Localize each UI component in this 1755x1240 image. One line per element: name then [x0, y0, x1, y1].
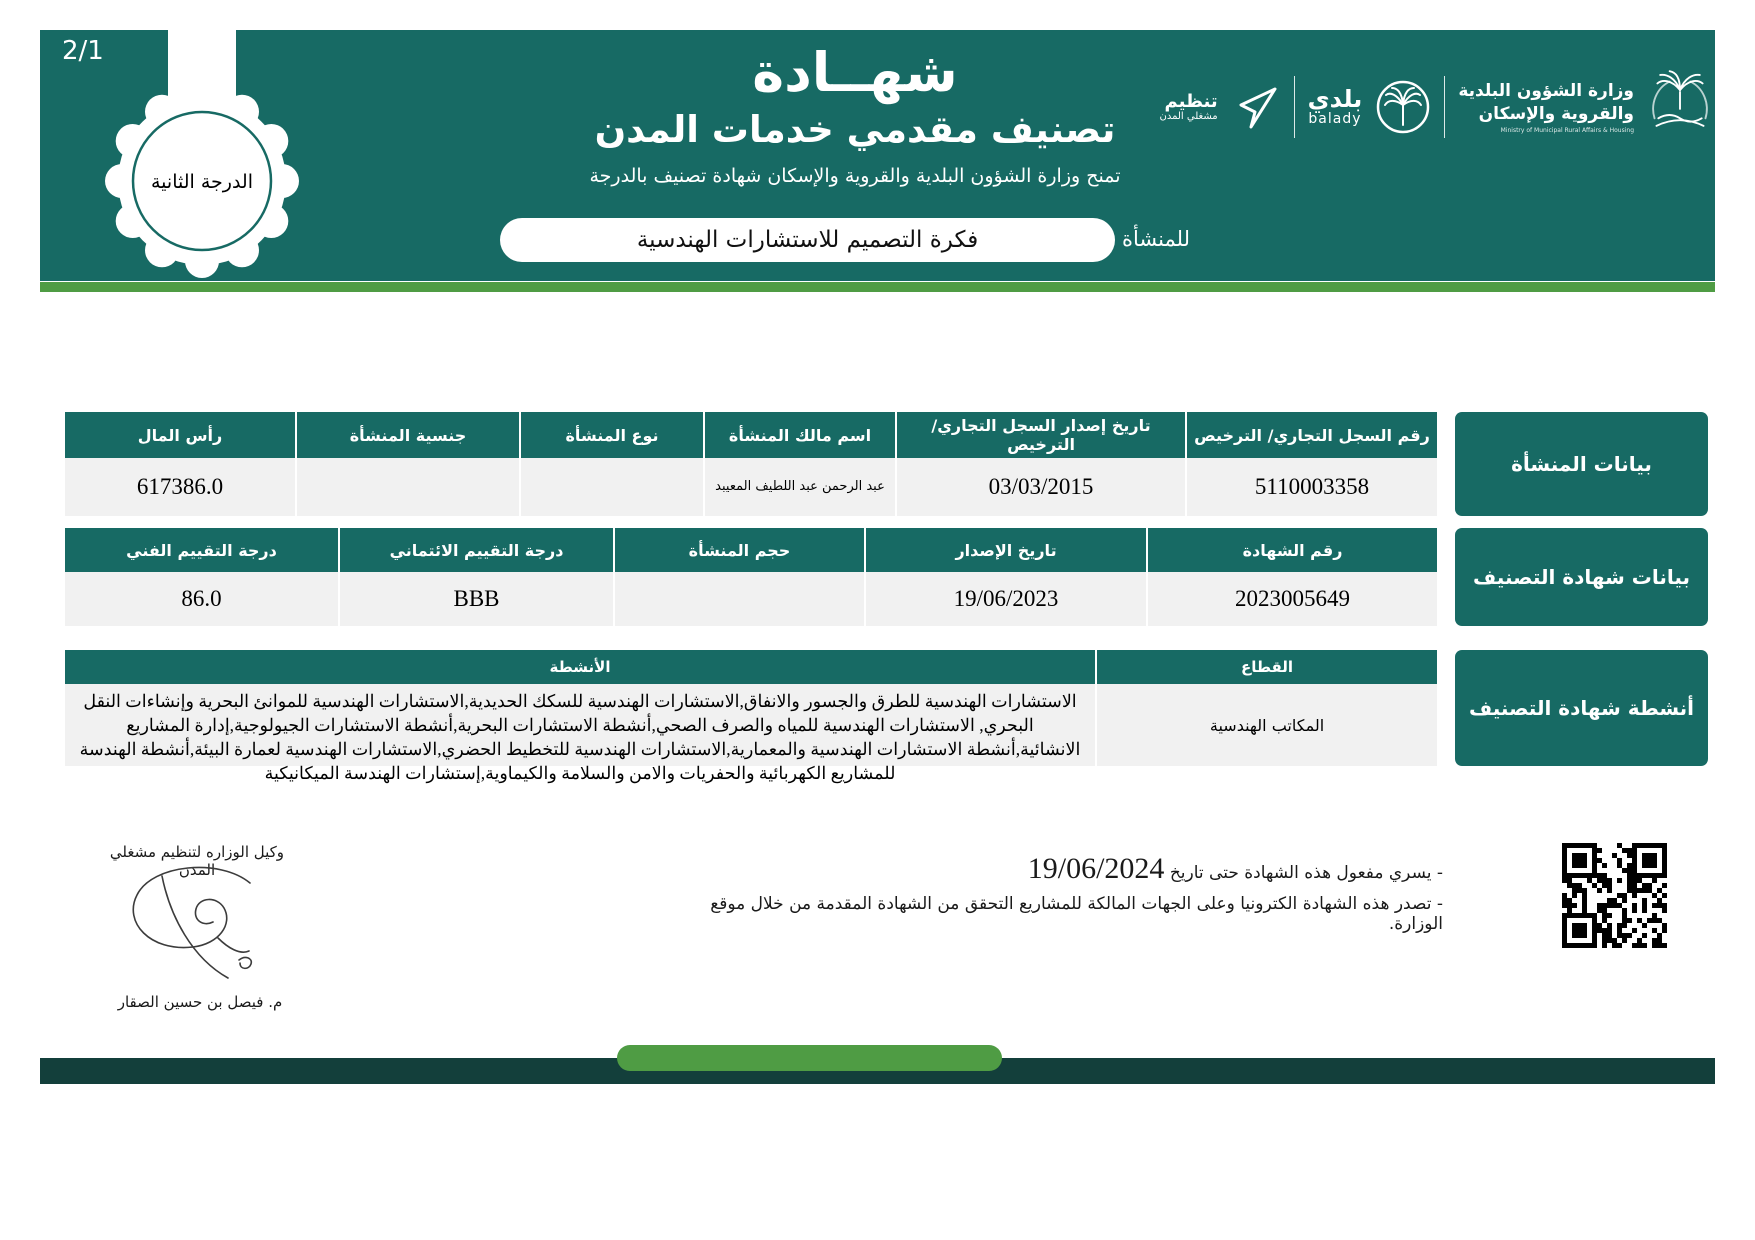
entity-name-field: فكرة التصميم للاستشارات الهندسية: [500, 218, 1115, 262]
certificate-data-table: [65, 528, 1437, 626]
activities-table-header-row: [65, 650, 1437, 684]
section-label-entity-data: بيانات المنشأة: [1455, 412, 1708, 516]
activities-column-header: الأنشطة: [65, 650, 1095, 684]
column-header: نوع المنشأة: [519, 412, 703, 458]
certificate-table-header-row: [65, 528, 1437, 572]
issue-date-value: 19/06/2023: [864, 572, 1146, 626]
entity-type-value: [519, 458, 703, 516]
capital-value: 617386.0: [65, 458, 295, 516]
column-header: درجة التقييم الائتماني: [338, 528, 613, 572]
column-header: جنسية المنشأة: [295, 412, 519, 458]
certificate-title: شهــادة: [752, 41, 958, 104]
certificate-tagline: تمنح وزارة الشؤون البلدية والقروية والإسكان شهادة تصنيف بالدرجة: [589, 165, 1121, 188]
sector-value: المكاتب الهندسية: [1095, 684, 1437, 766]
section-label-certificate-data: بيانات شهادة التصنيف: [1455, 528, 1708, 626]
column-header: رقم السجل التجاري/ الترخيص: [1185, 412, 1437, 458]
validity-date: 19/06/2024: [1027, 852, 1165, 885]
entity-size-value: [613, 572, 864, 626]
column-header: اسم مالك المنشأة: [703, 412, 895, 458]
ministry-emblem-icon: [1647, 69, 1713, 145]
certificate-number-value: 2023005649: [1146, 572, 1437, 626]
validity-text: - يسري مفعول هذه الشهادة حتى تاريخ: [1169, 863, 1443, 883]
balady-wordmark: بلدي balady: [1307, 85, 1363, 127]
entity-name-label: للمنشأة: [1122, 227, 1190, 251]
tanzim-wordmark: تنظيم مشغلي المدن: [1159, 90, 1218, 123]
column-header: رقم الشهادة: [1146, 528, 1437, 572]
entity-table-header-row: [65, 412, 1437, 458]
logo-separator: [1294, 76, 1295, 138]
validity-block: [663, 852, 1443, 934]
logo-separator: [1444, 76, 1445, 138]
badge-seal-icon: [102, 81, 302, 281]
logo-cluster: [1160, 62, 1713, 152]
entity-table-value-row: [65, 458, 1437, 516]
column-header: تاريخ إصدار السجل التجاري/ الترخيص: [895, 412, 1185, 458]
section-label-activities: أنشطة شهادة التصنيف: [1455, 650, 1708, 766]
issuance-note: - تصدر هذه الشهادة الكترونيا وعلى الجهات المالكة للمشاريع التحقق من الشهادة المقدمة من خلال موقع الوزارة.: [710, 894, 1443, 934]
owner-name-value: عبد الرحمن عبد اللطيف المعيبد: [703, 458, 895, 516]
page-number: 2/1: [62, 36, 104, 66]
activities-value: الاستشارات الهندسية للطرق والجسور والانفاق,الاستشارات الهندسية للسكك الحديدية,الاستشارات الهندسية للموانئ البحرية وإنشاءات النقل البحري, الاستشارات الهندسية للمياه والصرف الصحي,أنشطة الاستشارات البحرية,أنشطة الاستشارات الجيولوجية,إدارة المشاريع الانشائية,أنشطة الاستشارات الهندسية والمعمارية,الاستشارات الهندسية للتخطيط الحضري,الاستشارات الهندسية لعمارة البيئة,أنشطة الهندسة للمشاريع الكهربائية والحفريات والامن والسلامة والكيماوية,إستشارات الهندسة الميكانيكية: [65, 684, 1095, 766]
validity-line: [663, 852, 1443, 886]
technical-score-value: 86.0: [65, 572, 338, 626]
certificate-table-value-row: [65, 572, 1437, 626]
column-header: درجة التقييم الفني: [65, 528, 338, 572]
signature-scribble: [100, 858, 290, 990]
qr-code: [1562, 843, 1667, 948]
certificate-subtitle: تصنيف مقدمي خدمات المدن: [594, 108, 1116, 152]
register-number-value: 5110003358: [1185, 458, 1437, 516]
footer-accent-pill: [617, 1045, 1002, 1071]
tanzim-cursor-icon: [1231, 81, 1281, 133]
badge-grade-label: الدرجة الثانية: [151, 171, 253, 193]
ministry-name: وزارة الشؤون البلدية والقروية والإسكان Ministry of Municipal Rural Affairs & Housing: [1458, 80, 1634, 135]
signature-title: وكيل الوزاره لتنظيم مشغلي المدن: [109, 843, 285, 879]
entity-nationality-value: [295, 458, 519, 516]
activities-table: [65, 650, 1437, 784]
entity-data-table: [65, 412, 1437, 516]
column-header: رأس المال: [65, 412, 295, 458]
sector-column-header: القطاع: [1095, 650, 1437, 684]
activities-table-value-row: [65, 684, 1437, 784]
balady-palm-icon: [1375, 79, 1431, 135]
register-issue-date-value: 03/03/2015: [895, 458, 1185, 516]
signature-name: م. فيصل بن حسين الصقار: [117, 993, 283, 1011]
column-header: تاريخ الإصدار: [864, 528, 1146, 572]
credit-rating-value: BBB: [338, 572, 613, 626]
column-header: حجم المنشأة: [613, 528, 864, 572]
header-accent-strip: [40, 282, 1715, 292]
